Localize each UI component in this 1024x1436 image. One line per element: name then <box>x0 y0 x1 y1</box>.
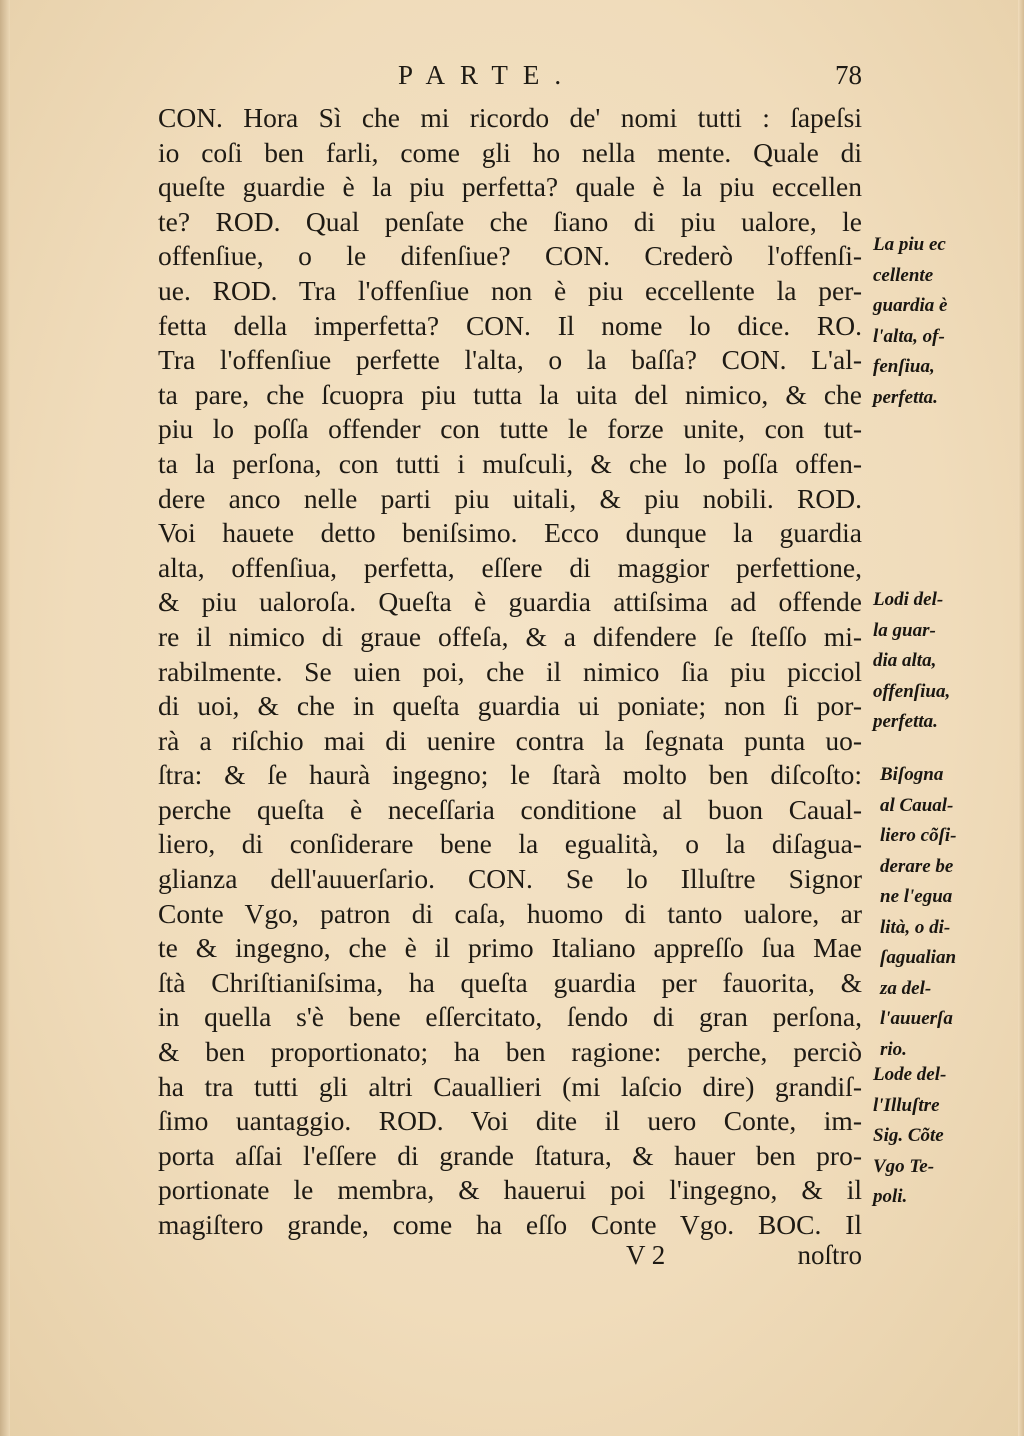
note-line: dia alta, <box>873 650 937 671</box>
note-line: offenſiua, <box>873 680 951 702</box>
note-line: liero cõſi- <box>880 825 957 846</box>
text-line: fetta della imperfetta? CON. Il nome lo dice. RO. <box>158 309 862 341</box>
text-line: glianza dell'auuerſario. CON. Se lo Illuſtre Signor <box>158 863 862 895</box>
note-line: l'alta, of- <box>873 325 945 347</box>
text-line: rà a riſchio mai di uenire contra la ſegnata punta uo- <box>158 724 862 756</box>
note-line: poli. <box>873 1186 908 1207</box>
text-line: queſte guardie è la piu perfetta? quale è la piu eccellen <box>158 171 862 203</box>
text-line: ta pare, che ſcuopra piu tutta la uita del nimico, & che <box>158 378 862 410</box>
note-line: perfetta. <box>873 386 938 408</box>
running-title: PARTE. <box>398 60 577 90</box>
note-line: la guar- <box>873 619 936 641</box>
note-line: perfetta. <box>873 711 938 732</box>
note-line: l'auuerſa <box>880 1008 953 1029</box>
note-line: guardia è <box>873 295 948 316</box>
note-line: Biſogna <box>880 764 944 785</box>
note-line: ne l'egua <box>880 886 953 907</box>
text-line: & piu ualoroſa. Queſta è guardia attiſsima ad offende <box>158 586 862 618</box>
text-line: portionate le membra, & hauerui poi l'ingegno, & il <box>158 1174 862 1206</box>
text-line: Tra l'offenſiue perfette l'alta, o la baſſa? CON. L'al- <box>158 344 862 376</box>
text-line: ſtà Chriſtianiſsima, ha queſta guardia per fauorita, & <box>158 966 862 998</box>
note-line: Vgo Te- <box>873 1155 935 1177</box>
main-text-block <box>158 101 862 1243</box>
text-line: Voi hauete detto beniſsimo. Ecco dunque la guardia <box>158 517 862 549</box>
text-line: io coſi ben farli, come gli ho nella mente. Quale di <box>158 136 862 168</box>
text-line: in quella s'è bene eſſercitato, ſendo di gran perſona, <box>158 1001 862 1033</box>
text-line: magiſtero grande, come ha eſſo Conte Vgo. BOC. Il <box>158 1209 862 1240</box>
note-line: ſagualian <box>880 947 957 968</box>
text-line: CON. Hora Sì che mi ricordo de' nomi tutti : ſapeſsi <box>158 102 862 133</box>
note-line: rio. <box>880 1038 907 1060</box>
page-header <box>158 60 862 96</box>
text-line: re il nimico di graue offeſa, & a difendere ſe ſteſſo mi- <box>158 620 862 652</box>
text-line: Conte Vgo, patron di caſa, huomo di tanto ualore, ar <box>158 897 862 929</box>
note-line: al Caual- <box>880 794 954 816</box>
note-line: fenſiua, <box>873 356 935 377</box>
text-line: ſimo uantaggio. ROD. Voi dite il uero Conte, im- <box>158 1105 862 1137</box>
text-line: ta la perſona, con tutti i muſculi, & che lo poſſa offen- <box>158 447 862 479</box>
note-line: cellente <box>873 264 934 286</box>
text-line: & ben proportionato; ha ben ragione: perche, perciò <box>158 1036 862 1068</box>
text-line: perche queſta è neceſſaria conditione al buon Caual- <box>158 793 862 825</box>
text-line: piu lo poſſa offender con tutte le forze unite, con tut- <box>158 413 862 445</box>
text-line: te? ROD. Qual penſate che ſiano di piu ualore, le <box>158 205 862 237</box>
note-line: derare be <box>880 855 954 877</box>
marginal-note-knight-consider <box>880 760 995 1065</box>
note-line: za del- <box>880 977 932 999</box>
text-line: porta aſſai l'eſſere di grande ſtatura, & hauer ben pro- <box>158 1139 862 1171</box>
text-line: di uoi, & che in queſta guardia ui poniate; non ſi por- <box>158 690 862 722</box>
page-number: 78 <box>835 60 862 90</box>
marginal-note-praise-count-ugo <box>873 1060 988 1213</box>
page-footer <box>158 1238 862 1273</box>
text-line: ha tra tutti gli altri Cauallieri (mi laſcio dire) grandiſ- <box>158 1070 862 1102</box>
page-edge-right <box>1018 0 1024 1436</box>
signature-mark: V 2 <box>626 1240 666 1270</box>
text-line: offenſiue, o le difenſiue? CON. Crederò l'offenſi- <box>158 240 862 272</box>
text-line: rabilmente. Se uien poi, che il nimico ſia piu picciol <box>158 655 862 687</box>
text-line: liero, di conſiderare bene la egualità, o la diſagua- <box>158 828 862 860</box>
text-line: alta, offenſiua, perfetta, eſſere di maggior perfettione, <box>158 551 862 583</box>
marginal-note-praise-high-guard <box>873 585 988 738</box>
page-edge-left <box>0 0 10 1436</box>
text-line: ſtra: & ſe haurà ingegno; le ſtarà molto ben diſcoſto: <box>158 759 862 791</box>
marginal-note-best-guard <box>873 230 988 413</box>
text-line: dere anco nelle parti piu uitali, & piu nobili. ROD. <box>158 482 862 514</box>
note-line: Sig. Cõte <box>873 1125 944 1146</box>
note-line: La piu ec <box>873 234 946 255</box>
text-line: te & ingegno, che è il primo Italiano appreſſo ſua Mae <box>158 932 862 964</box>
catchword: noſtro <box>797 1240 862 1270</box>
note-line: Lode del- <box>873 1064 947 1085</box>
text-line: ue. ROD. Tra l'offenſiue non è piu eccellente la per- <box>158 274 862 306</box>
note-line: lità, o di- <box>880 916 951 938</box>
note-line: l'Illuſtre <box>873 1094 940 1116</box>
note-line: Lodi del- <box>873 589 944 610</box>
